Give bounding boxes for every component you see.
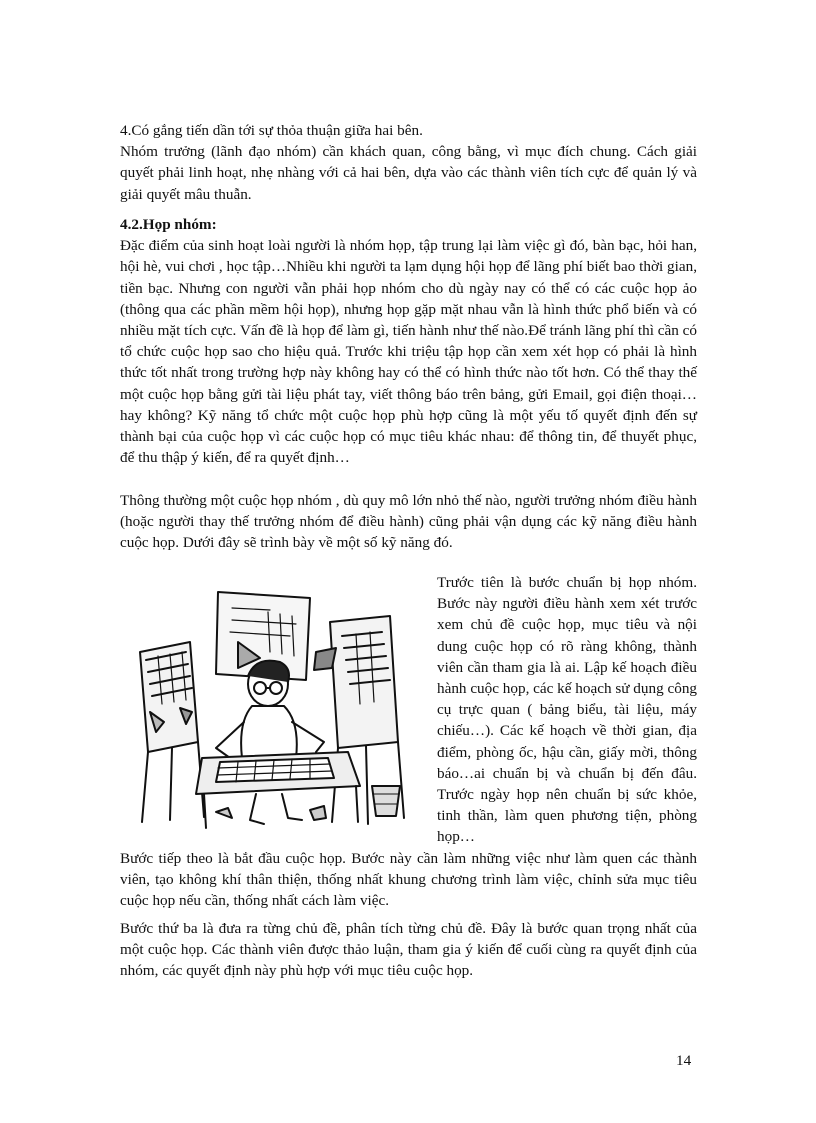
intro-block bbox=[120, 120, 697, 205]
intro-paragraph: Nhóm trưởng (lãnh đạo nhóm) cần khách quan, công bằng, vì mục đích chung. Cách giải quyết phải linh hoạt, nhẹ nhàng với cả hai bên, dựa vào các thành viên tích cực để quản lý và giải quyết mâu thuẫn. bbox=[120, 143, 697, 203]
section-paragraph-3-block bbox=[120, 848, 697, 912]
section-paragraph-4-block bbox=[120, 918, 697, 982]
meeting-preparation-illustration bbox=[120, 572, 425, 837]
page-number: 14 bbox=[676, 1052, 692, 1069]
section-paragraph-2-block bbox=[120, 490, 697, 554]
section-paragraph-1: Đặc điểm của sinh hoạt loài người là nhóm họp, tập trung lại làm việc gì đó, bàn bạc, hỏi han, hội hè, vui chơi , học tập…Nhiều khi người ta lạm dụng hội họp để lãng phí biết bao thời gian, tiền bạc. Nhưng con người vẫn phải họp nhóm cho dù ngày nay có thể có các cuộc họp ảo (thông qua các phần mềm hội họp), nhưng họp gặp mặt nhau vẫn là hình thức phổ biến và có nhiều mặt tích cực. Vấn đề là họp để làm gì, tiến hành như thế nào.Để tránh lãng phí thì cần có tổ chức cuộc họp sao cho hiệu quả. Trước khi triệu tập họp cần xem xét họp có phải là hình thức tốt nhất trong trường hợp này không hay có thể có hình thức nào tốt hơn. Có thể thay thế một cuộc họp bằng gửi tài liệu phát tay, viết thông báo trên bảng, gửi Email, gọi điện thoại…hay không? Kỹ năng tổ chức một cuộc họp phù hợp cũng là một yếu tố quyết định đến sự thành bại của cuộc họp vì các cuộc họp có mục tiêu khác nhau: để thông tin, để thuyết phục, để thu thập ý kiến, để ra quyết định… bbox=[120, 237, 697, 467]
section-block bbox=[120, 214, 697, 468]
preparation-paragraph: Trước tiên là bước chuẩn bị họp nhóm. Bước này người điều hành xem xét trước xem chủ đề cuộc họp, mục tiêu và nội dung cuộc họp có rõ ràng không, thành viên cần tham gia là ai. Lập kế hoạch điều hành cuộc họp, các kế hoạch sử dụng công cụ trực quan ( bảng biểu, tài liệu, máy chiếu…). Các kế hoạch về thời gian, địa điểm, phòng ốc, hậu cần, giấy mời, thông báo…ai chuẩn bị và chuẩn bị đến đâu. Trước ngày họp nên chuẩn bị sức khỏe, tinh thần, làm quen phương tiện, phòng họp… bbox=[437, 574, 698, 846]
intro-step-4: 4.Có gắng tiến dần tới sự thỏa thuận giữa hai bên. bbox=[120, 122, 423, 139]
section-heading: 4.2.Họp nhóm: bbox=[120, 216, 217, 233]
section-paragraph-4: Bước thứ ba là đưa ra từng chủ đề, phân tích từng chủ đề. Đây là bước quan trọng nhất của một cuộc họp. Các thành viên được thảo luận, tham gia ý kiến để cuối cùng ra quyết định của nhóm, các quyết định này phù hợp với mục tiêu cuộc họp. bbox=[120, 920, 697, 980]
preparation-step-text bbox=[437, 572, 697, 848]
section-paragraph-3: Bước tiếp theo là bắt đầu cuộc họp. Bước này cần làm những việc như làm quen các thành viên, tạo không khí thân thiện, thống nhất khung chương trình làm việc, chỉnh sửa mục tiêu cuộc họp nếu cần, thống nhất cách làm việc. bbox=[120, 850, 697, 910]
section-paragraph-2: Thông thường một cuộc họp nhóm , dù quy mô lớn nhỏ thế nào, người trưởng nhóm điều hành (hoặc người thay thế trưởng nhóm để điều hành) cũng phải vận dụng các kỹ năng điều hành cuộc họp. Dưới đây sẽ trình bày về một số kỹ năng đó. bbox=[120, 492, 697, 552]
